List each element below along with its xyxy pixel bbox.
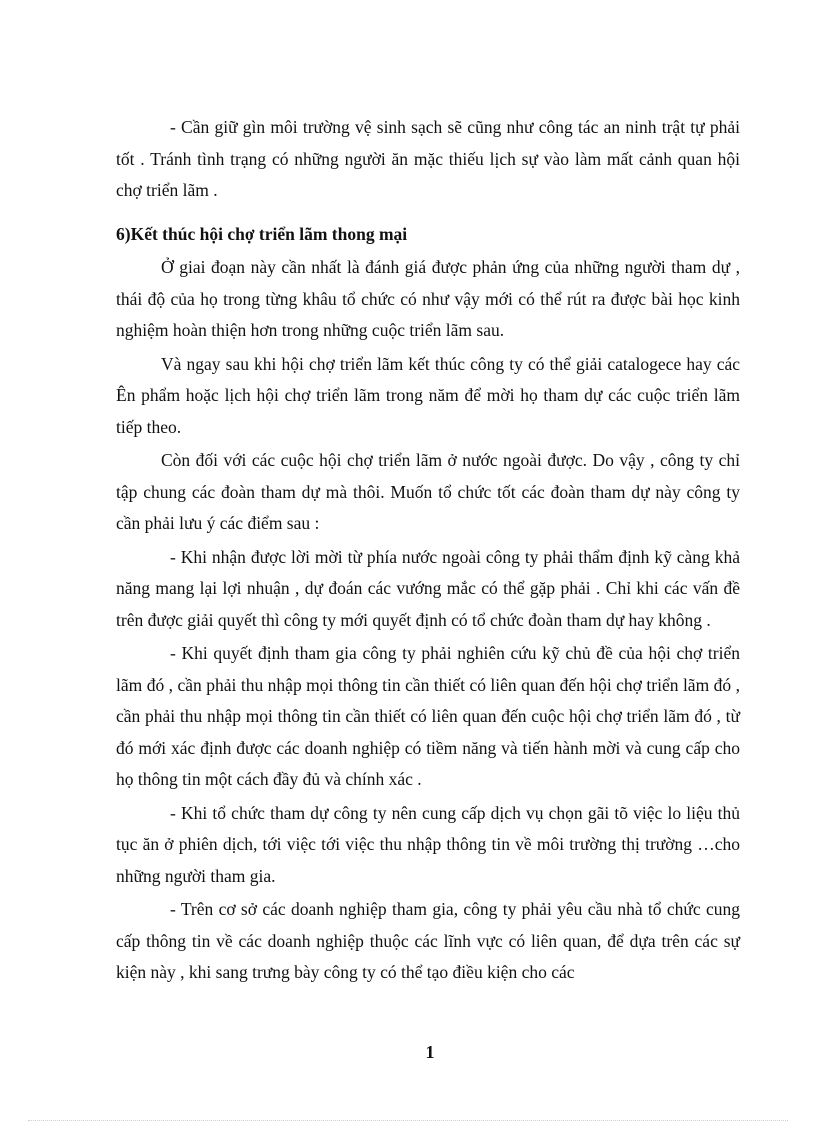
bullet-paragraph: - Trên cơ sở các doanh nghiệp tham gia, công ty phải yêu cầu nhà tổ chức cung cấp thông tin về các doanh nghiệp thuộc các lĩnh vực có liên quan, để dựa trên các sự kiện này , khi sang trưng bày công ty có thể tạo điều kiện cho các <box>116 899 740 982</box>
bullet-paragraph: - Khi nhận được lời mời từ phía nước ngoài công ty phải thẩm định kỹ càng khả năng mang lại lợi nhuận , dự đoán các vướng mắc có thể gặp phải . Chỉ khi các vấn đề trên được giải quyết thì công ty mới quyết định có tổ chức đoàn tham dự hay không . <box>116 546 740 630</box>
document-body <box>116 112 740 989</box>
page-number: 1 <box>425 1042 435 1062</box>
section-heading: 6)Kết thúc hội chợ triển lãm thong mại <box>116 223 408 244</box>
body-paragraph: Còn đối với các cuộc hội chợ triển lãm ở nước ngoài được. Do vậy , công ty chỉ tập chung các đoàn tham dự mà thôi. Muốn tổ chức tốt các đoàn tham dự này công ty cần phải lưu ý các điểm sau : <box>116 450 740 533</box>
body-paragraph: Và ngay sau khi hội chợ triển lãm kết thúc công ty có thể giải catalogece hay các Ên phẩm hoặc lịch hội chợ triển lãm trong năm để mời họ tham dự các cuộc triển lãm tiếp theo. <box>116 353 740 437</box>
bullet-paragraph: - Cần giữ gìn môi trường vệ sinh sạch sẽ cũng như công tác an ninh trật tự phải tốt . Tránh tình trạng có những người ăn mặc thiếu lịch sự vào làm mất cảnh quan hội chợ triển lãm . <box>116 117 740 200</box>
page-bottom-divider <box>28 1120 788 1121</box>
bullet-paragraph: - Khi quyết định tham gia công ty phải nghiên cứu kỹ chủ đề của hội chợ triển lãm đó , cần phải thu nhập mọi thông tin cần thiết có liên quan đến hội chợ triển lãm đó , cần phải thu nhập mọi thông tin cần thiết có liên quan đến cuộc hội chợ triển lãm đó , từ đó mới xác định được các doanh nghiệp có tiềm năng và tiến hành mời và cung cấp cho họ thông tin một cách đầy đủ và chính xác . <box>116 643 740 789</box>
body-paragraph: Ở giai đoạn này cần nhất là đánh giá được phản ứng của những người tham dự , thái độ của họ trong từng khâu tổ chức có như vậy mới có thể rút ra được bài học kinh nghiệm hoàn thiện hơn trong những cuộc triển lãm sau. <box>116 257 740 340</box>
bullet-paragraph: - Khi tổ chức tham dự công ty nên cung cấp dịch vụ chọn gãi tõ việc lo liệu thủ tục ăn ở phiên dịch, tới việc tới việc thu nhập thông tin về môi trường thị trường …cho những người tham gia. <box>116 802 740 886</box>
